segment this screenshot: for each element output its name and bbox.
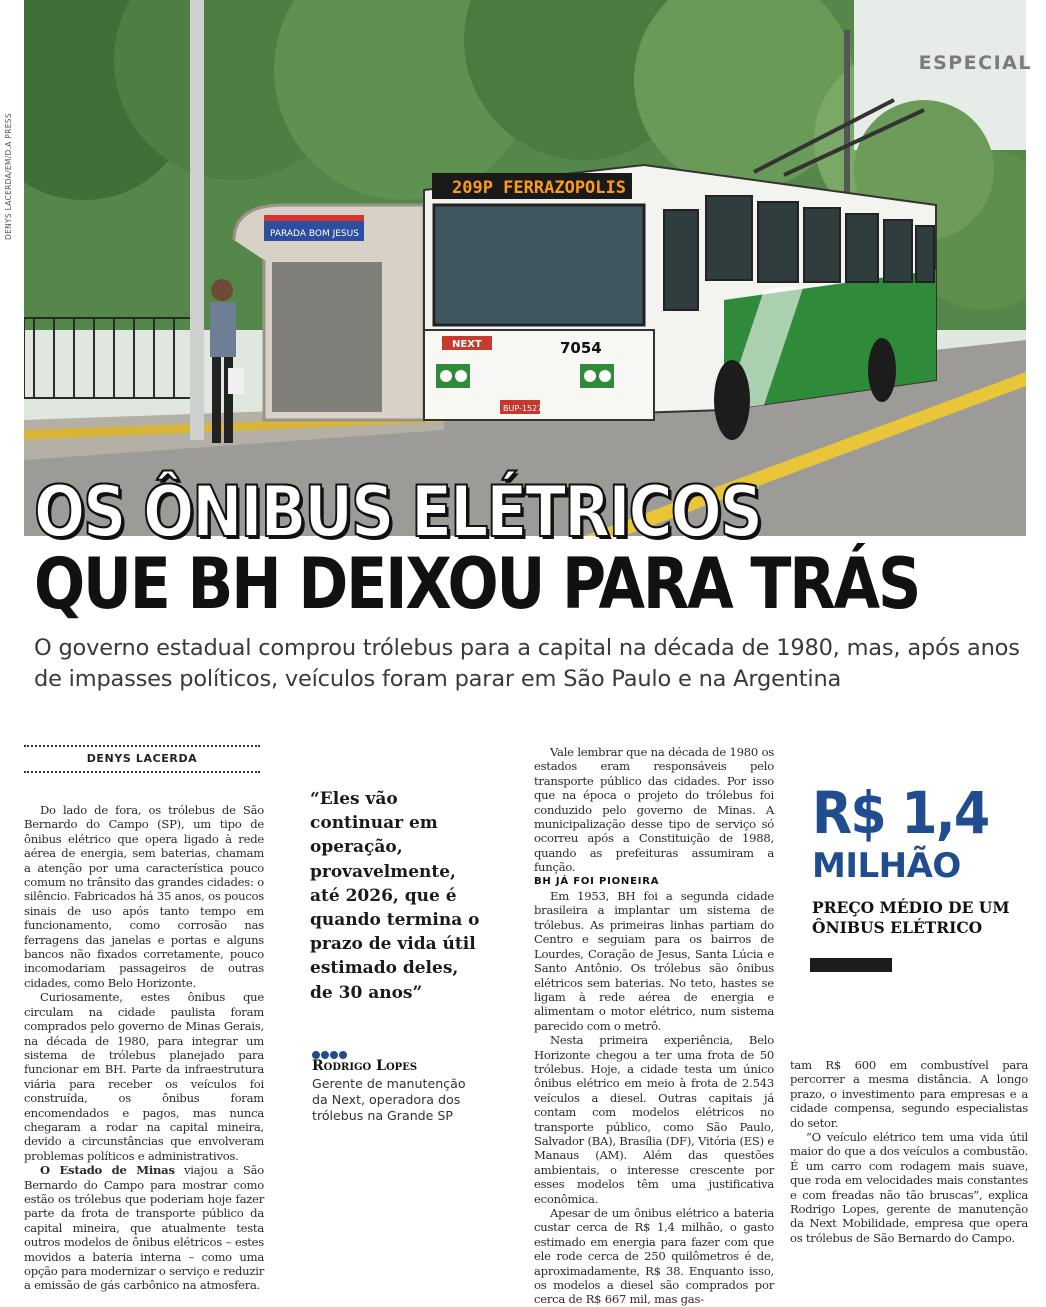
paragraph [24,1163,264,1293]
quote-author-role: Gerente de manutenção da Next, operadora dos trólebus na Grande SP [312,1076,466,1123]
stat-description: PREÇO MÉDIO DE UM ÔNIBUS ELÉTRICO [812,898,1010,937]
byline-rule-bottom [24,771,260,773]
paragraph: “O veículo elétrico tem uma vida útil maior do que a dos veículos a combustão. É um carro com rodagem mais suave, que roda em velocidades mais constantes e com freadas não tão bruscas”, explica Rodrigo Lopes, gerente de manutenção da Next Mobilidade, empresa que opera os trólebus de São Bernardo do Campo. [790,1130,1028,1245]
article-column-4 [790,1058,1028,1245]
paragraph: Do lado de fora, os trólebus de São Bernardo do Campo (SP), um tipo de ônibus elétrico que opera ligado à rede aérea de energia, sem baterias, chamam a atenção por uma característica pouco comum no trânsito das grandes cidades: o silêncio. Fabricados há 35 anos, os poucos sinais de uso após tanto tempo em funcionamento, como corrosão nas ferragens das janelas e portas e alguns bancos não fixados corretamente, pouco incomodariam passageiros de outras cidades, como Belo Horizonte. [24,803,264,990]
photo-credit: DENYS LACERDA/EM/D.A PRESS [4,113,13,240]
paragraph: Vale lembrar que na década de 1980 os estados eram responsáveis pelo transporte público das cidades. Por isso que na época o projeto do trólebus foi conduzido pelo governo de Minas. A municipalização desse tipo de serviço só ocorreu após a Constituição de 1988, quando as prefeituras assumiram a função. [534,745,774,875]
stat-value: R$ 1,4 [812,779,989,847]
byline-author: DENYS LACERDA [86,752,198,765]
bus-stop-sign: PARADA BOM JESUS [270,229,359,239]
headline-line-1: OS ÔNIBUS ELÉTRICOS [34,471,761,553]
newspaper-name: O Estado de Minas [40,1163,175,1178]
paragraph: Nesta primeira experiência, Belo Horizonte chegou a ter uma frota de 50 trólebus. Hoje, a cidade testa um único ônibus elétrico em meio à frota de 2.543 veículos a diesel. Outras capitais já contam com modelos elétricos no transporte público, como São Paulo, Salvador (BA), Brasília (DF), Vitória (ES) e Manaus (AM). Além das questões ambientais, o interesse crescente por esses modelos têm uma justificativa econômica. [534,1033,774,1206]
bus-plate: BUP-1527 [503,404,543,413]
paragraph: Em 1953, BH foi a segunda cidade brasileira a implantar um sistema de trólebus. As primeiras linhas partiam do Centro e seguiam para os bairros de Lourdes, Coração de Jesus, Santa Lúcia e Santo Antônio. Os trólebus são ônibus elétricos sem baterias. No teto, hastes se ligam à rede aérea de energia e alimentam o motor elétrico, num sistema parecido com o metrô. [534,889,774,1033]
quote-author-name: Rodrigo Lopes [312,1058,418,1074]
section-subtitle: BH JÁ FOI PIONEIRA [534,875,660,887]
paragraph: tam R$ 600 em combustível para percorrer a mesma distância. A longo prazo, o investimento para empresas e a cidade compensa, segundo especialistas do setor. [790,1058,1028,1130]
paragraph: Apesar de um ônibus elétrico a bateria custar cerca de R$ 1,4 milhão, o gasto estimado em energia para fazer com que ele rode cerca de 250 quilômetros é de, aproximadamente, R$ 38. Enquanto isso, os modelos a diesel são comprados por cerca de R$ 667 mil, mas gas- [534,1206,774,1307]
quote-dots-icon [312,1044,356,1056]
bus-destination-sign: 209P FERRAZOPOLIS [452,178,626,198]
paragraph-text: viajou a São Bernardo do Campo para mostrar como estão os trólebus que poderiam hoje fazer parte da frota de transporte público da capital mineira, que atualmente testa outros modelos de ônibus elétricos – estes movidos a bateria interna – como uma opção para modernizar o serviço e reduzir a emissão de gás carbônico na atmosfera. [24,1163,265,1293]
stat-divider-bar [810,958,892,972]
subheadline: O governo estadual comprou trólebus para a capital na década de 1980, mas, após anos de impasses políticos, veículos foram parar em São Paulo e na Argentina [34,635,1020,692]
bus-number: 7054 [560,339,602,357]
section-tag: ESPECIAL [918,52,1032,74]
article-column-1 [24,803,264,1293]
bus-front-logo: NEXT [452,339,482,350]
paragraph: Curiosamente, estes ônibus que circulam na cidade paulista foram comprados pelo governo de Minas Gerais, na década de 1980, para integrar um sistema de trólebus planejado para funcionar em BH. Parte da infraestrutura viária para receber os veículos foi construída, os ônibus foram encomendados e pagos, mas nunca chegaram a rodar na capital mineira, devido a circunstâncias que envolveram problemas políticos e administrativos. [24,990,264,1163]
photo-illustration [24,0,1026,536]
headline-line-2: QUE BH DEIXOU PARA TRÁS [34,543,920,625]
pull-quote: “Eles vão continuar em operação, provavelmente, até 2026, que é quando termina o prazo de vida útil estimado deles, de 30 anos” [310,789,480,1003]
news-photo-trolleybus [24,0,1026,536]
article-column-3 [534,745,774,1307]
byline-rule-top [24,745,260,747]
stat-unit: MILHÃO [812,846,961,886]
